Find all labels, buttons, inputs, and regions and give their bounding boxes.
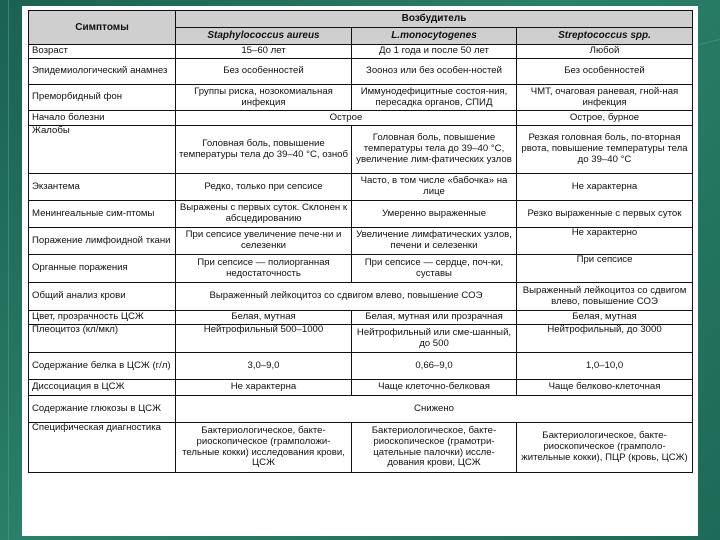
cell-listeria: Зоонoз или без особен-ностей — [352, 59, 517, 85]
cell-listeria: Умеренно выраженные — [352, 201, 517, 228]
cell-streptococcus: Острое, бурное — [517, 111, 693, 126]
header-listeria: L.monocytogenes — [352, 28, 517, 45]
table-row-epidemiology — [29, 59, 693, 85]
table-row-pleocytosis — [29, 325, 693, 353]
cell-streptococcus: Любой — [517, 45, 693, 59]
cell-listeria: До 1 года и после 50 лет — [352, 45, 517, 59]
cell-staphylococcus: Группы риска, нозокомиальная инфекция — [176, 85, 352, 111]
cell-listeria: 0,66–9,0 — [352, 353, 517, 380]
cell-listeria: Белая, мутная или прозрачная — [352, 311, 517, 325]
cell-listeria: Иммунодефицитные состоя-ния, пересадка органов, СПИД — [352, 85, 517, 111]
header-row-top — [29, 11, 693, 28]
cell-staphylococcus: Без особенностей — [176, 59, 352, 85]
cell-staphylococcus: 15–60 лет — [176, 45, 352, 59]
table-row-onset — [29, 111, 693, 126]
cell-listeria: Нейтрофильный или сме-шанный, до 500 — [352, 325, 517, 353]
table-row-csf-color — [29, 311, 693, 325]
cell-staphylococcus: При сепсисе увеличение пече-ни и селезенки — [176, 228, 352, 255]
table-row-dissociation — [29, 380, 693, 396]
row-label: Возраст — [29, 45, 176, 59]
cell-streptococcus: Чаще белково-клеточная — [517, 380, 693, 396]
table-row-blood — [29, 283, 693, 311]
cell-shared: Острое — [176, 111, 517, 126]
row-label: Менингеальные сим-птомы — [29, 201, 176, 228]
cell-staphylococcus: Белая, мутная — [176, 311, 352, 325]
cell-listeria: Бактериологическое, бакте-риоскопическое (грамотри-цательные палочки) иссле-дования крови, ЦСЖ — [352, 423, 517, 473]
row-label: Содержание белка в ЦСЖ (г/л) — [29, 353, 176, 380]
cell-listeria: При сепсисе — сердце, поч-ки, суставы — [352, 255, 517, 283]
row-label: Плеоцитоз (кл/мкл) — [29, 325, 176, 353]
row-label: Эпидемиологический анамнез — [29, 59, 176, 85]
cell-listeria: Чаще клеточно-белковая — [352, 380, 517, 396]
row-label: Начало болезни — [29, 111, 176, 126]
row-label: Преморбидный фон — [29, 85, 176, 111]
cell-staphylococcus: Выражены с первых суток. Склонен к абсцедированию — [176, 201, 352, 228]
row-label: Общий анализ крови — [29, 283, 176, 311]
row-label: Цвет, прозрачность ЦСЖ — [29, 311, 176, 325]
table-row-meningeal — [29, 201, 693, 228]
cell-staphylococcus: Не характерна — [176, 380, 352, 396]
cell-staphylococcus: Редко, только при сепсисе — [176, 174, 352, 201]
table-row-age — [29, 45, 693, 59]
cell-streptococcus: ЧМТ, очаговая раневая, гной-ная инфекция — [517, 85, 693, 111]
header-pathogen: Возбудитель — [176, 11, 693, 28]
cell-streptococcus: Не характерно — [517, 228, 693, 255]
row-label: Специфическая диагностика — [29, 423, 176, 473]
cell-streptococcus: Без особенностей — [517, 59, 693, 85]
header-symptoms: Симптомы — [29, 11, 176, 45]
table-row-complaints — [29, 126, 693, 174]
row-label: Жалобы — [29, 126, 176, 174]
cell-streptococcus: Выраженный лейкоцитоз со сдвигом влево, повышение СОЭ — [517, 283, 693, 311]
cell-streptococcus: Резкая головная боль, по-вторная рвота, повышение температуры тела до 39–40 °С — [517, 126, 693, 174]
cell-staphylococcus: Головная боль, повышение температуры тела до 39–40 °С, озноб — [176, 126, 352, 174]
cell-streptococcus: Не характерна — [517, 174, 693, 201]
cell-staphylococcus: 3,0–9,0 — [176, 353, 352, 380]
table-page — [22, 6, 698, 536]
table-row-diagnostics — [29, 423, 693, 473]
header-streptococcus: Streptococcus spp. — [517, 28, 693, 45]
cell-streptococcus: При сепсисе — [517, 255, 693, 283]
table-row-organ — [29, 255, 693, 283]
cell-staphylococcus: Нейтрофильный 500–1000 — [176, 325, 352, 353]
cell-streptococcus: Резко выраженные с первых суток — [517, 201, 693, 228]
cell-streptococcus: Бактериологическое, бакте-риоскопическое (грамполо-жительные кокки), ПЦР (кровь, ЦСЖ) — [517, 423, 693, 473]
cell-listeria: Часто, в том числе «бабочка» на лице — [352, 174, 517, 201]
table-row-premorbid — [29, 85, 693, 111]
cell-shared: Выраженный лейкоцитоз со сдвигом влево, повышение СОЭ — [176, 283, 517, 311]
table-row-glucose — [29, 396, 693, 423]
cell-listeria: Головная боль, повышение температуры тела до 39–40 °С, увеличение лим-фатических узлов — [352, 126, 517, 174]
cell-streptococcus: 1,0–10,0 — [517, 353, 693, 380]
row-label: Поражение лимфоидной ткани — [29, 228, 176, 255]
row-label: Диссоциация в ЦСЖ — [29, 380, 176, 396]
table-row-protein — [29, 353, 693, 380]
row-label: Экзантема — [29, 174, 176, 201]
row-label: Органные поражения — [29, 255, 176, 283]
table-row-exanthema — [29, 174, 693, 201]
cell-staphylococcus: Бактериологическое, бакте-риоскопическое (грамположи-тельные кокки) исследования крови, ЦСЖ — [176, 423, 352, 473]
cell-streptococcus: Нейтрофильный, до 3000 — [517, 325, 693, 353]
table-row-lymphoid — [29, 228, 693, 255]
row-label: Содержание глюкозы в ЦСЖ — [29, 396, 176, 423]
cell-staphylococcus: При сепсисе — полиорганная недостаточность — [176, 255, 352, 283]
meningitis-comparison-table — [28, 10, 693, 473]
decor-line-left — [8, 0, 10, 540]
header-staphylococcus: Staphylococcus aureus — [176, 28, 352, 45]
cell-listeria: Увеличение лимфатических узлов, печени и селезенки — [352, 228, 517, 255]
cell-shared-all: Снижено — [176, 396, 693, 423]
cell-streptococcus: Белая, мутная — [517, 311, 693, 325]
